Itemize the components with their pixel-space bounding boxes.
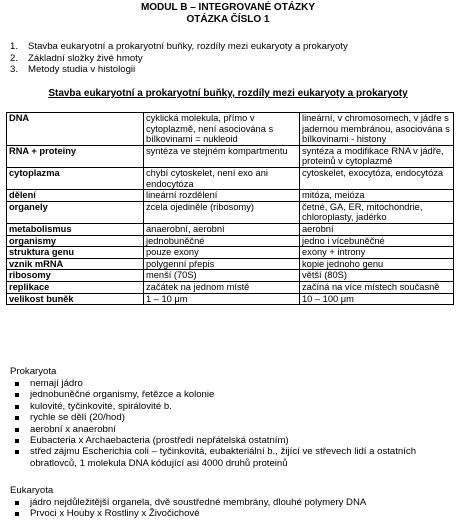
eukaryote-cell: jedno i vícebuněčné bbox=[300, 235, 454, 247]
eukaryote-cell: větší (80S) bbox=[300, 270, 454, 282]
prokaryote-cell: syntéza ve stejném kompartmentu bbox=[144, 145, 300, 167]
prokaryote-cell: pouze exony bbox=[144, 247, 300, 259]
list-item: jádro nejdůležitější organela, dvě soustředné membrány, dlouhé polymery DNA bbox=[10, 497, 450, 508]
table-row bbox=[7, 113, 454, 146]
eukaryota-heading: Eukaryota bbox=[10, 485, 54, 496]
eukaryote-cell: aerobní bbox=[300, 223, 454, 235]
outline-item: 3. Metody studia v histologii bbox=[10, 64, 136, 75]
list-item: jednobuněčné organismy, řetězce a kolonie bbox=[10, 389, 450, 400]
list-item: rychle se dělí (20/hod) bbox=[10, 412, 450, 423]
row-label: velikost buněk bbox=[7, 293, 144, 305]
eukaryote-cell: syntéza a modifikace RNA v jádře, proteinů v cytoplazmě bbox=[300, 145, 454, 167]
table-row bbox=[7, 270, 454, 282]
list-item: Eubacteria x Archaebacteria (prostředí nepřátelská ostatním) bbox=[10, 435, 450, 446]
table-row bbox=[7, 223, 454, 235]
list-item: nemají jádro bbox=[10, 378, 450, 389]
row-label: cytoplazma bbox=[7, 167, 144, 189]
row-label: ribosomy bbox=[7, 270, 144, 282]
eukaryote-cell: začíná na více místech současně bbox=[300, 281, 454, 293]
prokaryote-cell: anaerobní, aerobní bbox=[144, 223, 300, 235]
bullet-icon bbox=[15, 439, 19, 443]
prokaryote-cell: cyklická molekula, přímo v cytoplazmě, není asociována s bílkovinami = nukleoid bbox=[144, 113, 300, 146]
row-label: metabolismus bbox=[7, 223, 144, 235]
table-row bbox=[7, 281, 454, 293]
table-row bbox=[7, 167, 454, 189]
prokaryota-section bbox=[10, 366, 450, 469]
outline-item: 2. Základní složky živé hmoty bbox=[10, 52, 143, 64]
prokaryote-cell: polygenní přepis bbox=[144, 258, 300, 270]
table-row bbox=[7, 145, 454, 167]
bullet-icon bbox=[15, 512, 19, 516]
row-label: vznik mRNA bbox=[7, 258, 144, 270]
row-label: replikace bbox=[7, 281, 144, 293]
row-label: struktura genu bbox=[7, 247, 144, 259]
table-row bbox=[7, 190, 454, 202]
prokaryote-cell: zcela ojediněle (ribosomy) bbox=[144, 201, 300, 223]
list-item: střed zájmu Escherichia coli – tyčinkovitá, eubakteriální b., žijící ve střevech lidí a ostatních obratlovců, 1 molekula DNA kódující asi 4000 druhů proteinů bbox=[10, 446, 450, 469]
eukaryote-cell: 10 – 100 μm bbox=[300, 293, 454, 305]
eukaryote-cell: četné, GA, ER, mitochondrie, chloroplasty, jadérko bbox=[300, 201, 454, 223]
row-label: dělení bbox=[7, 190, 144, 202]
list-item: aerobní x anaerobní bbox=[10, 424, 450, 435]
list-item: kulovité, tyčinkovité, spirálovité b. bbox=[10, 401, 450, 412]
table-row bbox=[7, 201, 454, 223]
outline-item: 1. Stavba eukaryotní a prokaryotní buňky, rozdíly mezi eukaryoty a prokaryoty bbox=[10, 41, 348, 52]
table-row bbox=[7, 247, 454, 259]
module-title: MODUL B – INTEGROVANÉ OTÁZKY bbox=[140, 2, 316, 13]
section-title: Stavba eukaryotní a prokaryotní buňky, rozdíly mezi eukaryoty a prokaryoty bbox=[48, 88, 408, 99]
prokaryote-cell: lineární rozdělení bbox=[144, 190, 300, 202]
eukaryote-cell: lineární, v chromosomech, v jádře s jadernou membránou, asociována s bílkovinami - histony bbox=[300, 113, 454, 146]
prokaryote-cell: 1 – 10 μm bbox=[144, 293, 300, 305]
table-row bbox=[7, 235, 454, 247]
bullet-icon bbox=[15, 450, 19, 454]
prokaryote-cell: jednobuněčné bbox=[144, 235, 300, 247]
eukaryote-cell: mitóza, meióza bbox=[300, 190, 454, 202]
outline-list bbox=[10, 41, 450, 76]
row-label: organismy bbox=[7, 235, 144, 247]
prokaryote-cell: začátek na jednom místě bbox=[144, 281, 300, 293]
eukaryote-cell: exony + introny bbox=[300, 247, 454, 259]
row-label: RNA + proteiny bbox=[7, 145, 144, 167]
prokaryota-heading: Prokaryota bbox=[10, 366, 57, 377]
bullet-icon bbox=[15, 501, 19, 505]
eukaryote-cell: cytoskelet, exocytóza, endocytóza bbox=[300, 167, 454, 189]
list-item: Prvoci x Houby x Rostliny x Živočichové bbox=[10, 508, 450, 519]
table-row bbox=[7, 293, 454, 305]
bullet-icon bbox=[15, 405, 19, 409]
row-label: organely bbox=[7, 201, 144, 223]
bullet-icon bbox=[15, 382, 19, 386]
eukaryote-cell: kopie jednoho genu bbox=[300, 258, 454, 270]
comparison-table bbox=[6, 112, 454, 305]
bullet-icon bbox=[15, 428, 19, 432]
row-label: DNA bbox=[7, 113, 144, 146]
bullet-icon bbox=[15, 416, 19, 420]
prokaryote-cell: chybí cytoskelet, není exo ani endocytóza bbox=[144, 167, 300, 189]
prokaryote-cell: menší (70S) bbox=[144, 270, 300, 282]
eukaryota-section bbox=[10, 485, 450, 520]
question-title: OTÁZKA ČÍSLO 1 bbox=[186, 14, 270, 25]
bullet-icon bbox=[15, 393, 19, 397]
table-row bbox=[7, 258, 454, 270]
